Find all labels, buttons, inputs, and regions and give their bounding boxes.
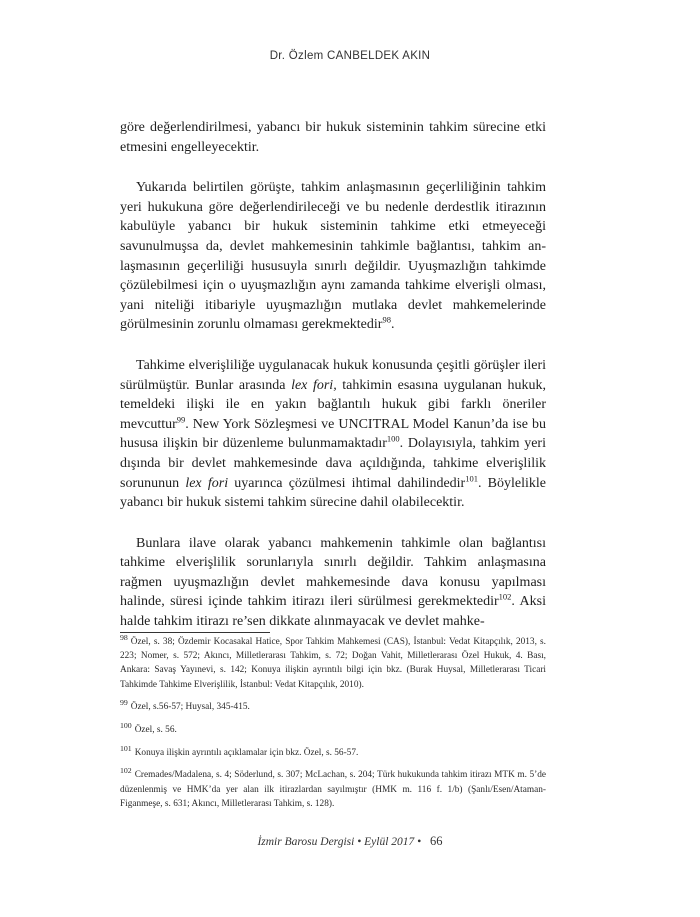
footnote: [120, 720, 546, 737]
body-text: [120, 118, 546, 632]
footnote-number: 99: [120, 698, 128, 708]
text-run: uyarınca çözülmesi ihtimal dahilindedir: [228, 475, 466, 491]
footnote: [120, 768, 546, 811]
footnote-text: Özel, s. 56.: [134, 725, 177, 736]
footnote-number: 98: [120, 632, 128, 642]
footnote-number: 101: [120, 743, 132, 753]
footnote-text: Konuya ilişkin ayrıntılı açıklamalar için bkz. Özel, s. 56-57.: [134, 747, 359, 758]
paragraph: [120, 118, 546, 157]
text-run: Bunlara ilave olarak yabancı mahkemenin tahkimle olan bağlantısı tahkime elverişlilik sorunlarıyla sınırlı değildir. Tahkim anlaşmasına rağmen uyuşmazlığın devlet mahkemesinde dava konusu yapılması halinde, süresi içinde tahkim itirazı ileri sürülmesi gerekmektedir: [120, 535, 546, 610]
footnote-ref: 100: [386, 433, 400, 444]
italic-term: lex fori,: [291, 377, 337, 393]
page-footer: [0, 834, 700, 849]
paragraph: [120, 534, 546, 632]
footnote: [120, 700, 546, 714]
footnote-ref: 101: [465, 472, 478, 483]
footnote-text: Cremades/Madalena, s. 4; Söderlund, s. 307; McLachan, s. 204; Türk hukukunda tahkim itirazı MTK m. 5’de düzenlenmiş ve HMK’da yer alan ilk itirazlardan sayılmıştır (HMK m. 116 f. 1/b) (Şanlı/Esen/Ataman-Figanmeşe, s. 631; Akıncı, Milletlerarası Tahkim, s. 128).: [120, 770, 546, 809]
text-run: . Böylelikle yabancı bir hukuk sistemi tahkim sürecine dahil olabilecektir.: [120, 475, 547, 511]
text-run: Tahkime elverişliliğe uygulanacak hukuk konusunda çeşitli görüşler ileri sürülmüştür. Bunlar arasında: [120, 357, 546, 393]
text-run: . Aksi halde tahkim itirazı re’sen dikkate alınmayacak ve devlet mahke-: [120, 594, 546, 630]
footnote-text: Özel, s. 38; Özdemir Kocasakal Hatice, Spor Tahkim Mahkemesi (CAS), İstanbul: Vedat Kitapçılık, 2013, s. 223; Nomer, s. 572; Akıncı, Milletlerarası Tahkim, s. 72; Doğan Vahit, Milletlerarası Özel Hukuk, 4. Bası, Ankara: Savaş Yayınevi, s. 142; Konuya ilişkin ayrıntılı bilgi için bkz. (Burak Huysal, Milletlerarası Ticari Tahkimde Tahkime Elverişlilik, İstanbul: Vedat Kitapçılık, 2010).: [120, 637, 546, 690]
italic-term: lex fori: [185, 475, 229, 491]
footnote-number: 102: [120, 766, 132, 776]
text-run: . New York Sözleşmesi ve UNCITRAL Model Kanun’da ise bu hususa ilişkin bir düzenleme bulunmamaktadır: [120, 416, 546, 452]
footnote-ref: 98: [382, 314, 391, 325]
author-name: Dr. Özlem CANBELDEK AKIN: [269, 50, 431, 62]
text-run: Yukarıda belirtilen görüşte, tahkim anlaşmasının geçerliliğinin tahkim yeri hukukuna göre değerlendirileceği ve bu nedenle derdestlik itirazının kabulüyle yabancı bir hukuk sisteminin tahkime etki etmeyeceği savunulmuşsa da, devlet mahkemesinin tahkimle bağlantısı, tahkim anlaşmasının geçerliliği hususuyla sınırlı değildir. Uyuşmazlığın tahkimde çözülebilmesi için o uyuşmazlığın aynı zamanda tahkime elverişli olması, yani niteliği itibariyle uyuşmazlığın mutlaka devlet mahkemelerinde görülmesinin zorunlu olmaması gerekmektedir: [120, 180, 546, 333]
running-header: [0, 50, 700, 62]
footnotes: [120, 632, 546, 820]
text-run: tahkimin esasına uygulanan hukuk, temeldeki ilişki ile en yakın bağlantılı hukuk gibi farklı öneriler mevcuttur: [120, 377, 546, 432]
footnote-separator: [120, 632, 270, 633]
text-run: . Dolayısıyla, tahkim yeri dışında bir devlet mahkemesinde dava açıldığında, tahkime elverişlilik sorununun: [120, 436, 546, 491]
text-run: göre değerlendirilmesi, yabancı bir hukuk sisteminin tahkim sürecine etki etmesini engelleyecektir.: [120, 120, 546, 155]
paragraph: [120, 178, 546, 335]
footnote: [120, 632, 546, 692]
page-number: 66: [430, 834, 443, 848]
journal-name: İzmir Barosu Dergisi • Eylül 2017 •: [257, 836, 422, 848]
footnote-text: Özel, s.56-57; Huysal, 345-415.: [130, 702, 250, 713]
footnote-ref: 102: [498, 591, 512, 602]
footnote: [120, 743, 546, 760]
paragraph: [120, 356, 546, 513]
text-run: .: [390, 317, 395, 333]
footnote-number: 100: [120, 720, 132, 730]
footnote-ref: 99: [176, 414, 186, 425]
